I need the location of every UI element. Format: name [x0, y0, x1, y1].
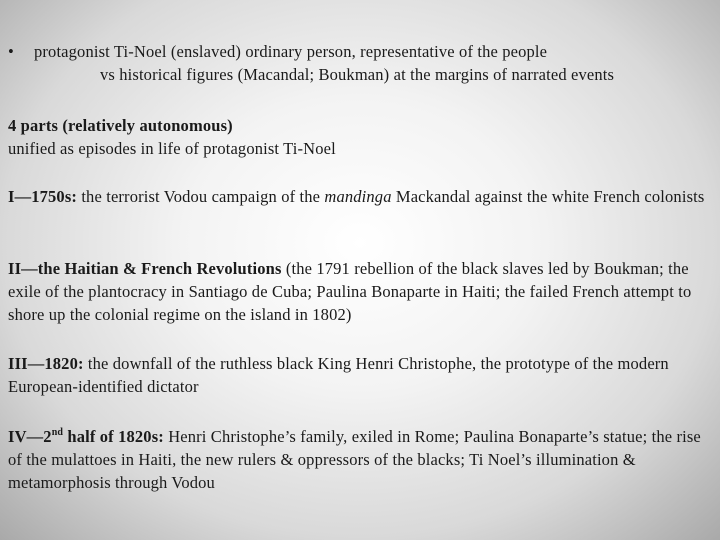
part-3-label: III—1820:	[8, 354, 84, 373]
part-2-paragraph	[8, 257, 714, 326]
bullet-point	[8, 40, 714, 86]
part-2-text: (the 1791 rebellion of the black slaves led by Boukman; the exile of the plantocracy in Santiago de Cuba; Paulina Bonaparte in Haiti; the failed French attempt to shore up the colonial regime on the island in 1802)	[8, 259, 692, 324]
bullet-text-1: protagonist Ti-Noel (enslaved) ordinary person, representative of the people	[34, 42, 548, 61]
parts-subtext: unified as episodes in life of protagonist Ti-Noel	[8, 139, 336, 158]
part-1-paragraph	[8, 185, 714, 208]
parts-intro	[8, 114, 714, 160]
part-1-italic: mandinga	[324, 187, 392, 206]
part-4-label-b: half of 1820s:	[63, 427, 164, 446]
part-1-text-a: the terrorist Vodou campaign of the	[77, 187, 325, 206]
bullet-line-1	[8, 40, 714, 63]
part-4-label	[8, 427, 164, 446]
part-4-text: Henri Christophe’s family, exiled in Rome; Paulina Bonaparte’s statue; the rise of the mulattoes in Haiti, the new rulers & oppressors of the blacks; Ti Noel’s illumination & metamorphosis through Vodou	[8, 427, 701, 492]
part-3-paragraph	[8, 352, 714, 398]
part-2-label: II—the Haitian & French Revolutions	[8, 259, 282, 278]
part-4-paragraph	[8, 425, 714, 494]
bullet-icon: •	[8, 42, 14, 61]
part-1-text-b: Mackandal against the white French colonists	[391, 187, 705, 206]
part-4-label-sup: nd	[51, 426, 64, 438]
parts-heading: 4 parts (relatively autonomous)	[8, 116, 233, 135]
part-1-label: I—1750s:	[8, 187, 78, 206]
part-4-label-a: IV—2	[8, 427, 52, 446]
part-3-text: the downfall of the ruthless black King Henri Christophe, the prototype of the modern European-identified dictator	[8, 354, 669, 396]
bullet-line-2: vs historical figures (Macandal; Boukman) at the margins of narrated events	[100, 65, 615, 84]
